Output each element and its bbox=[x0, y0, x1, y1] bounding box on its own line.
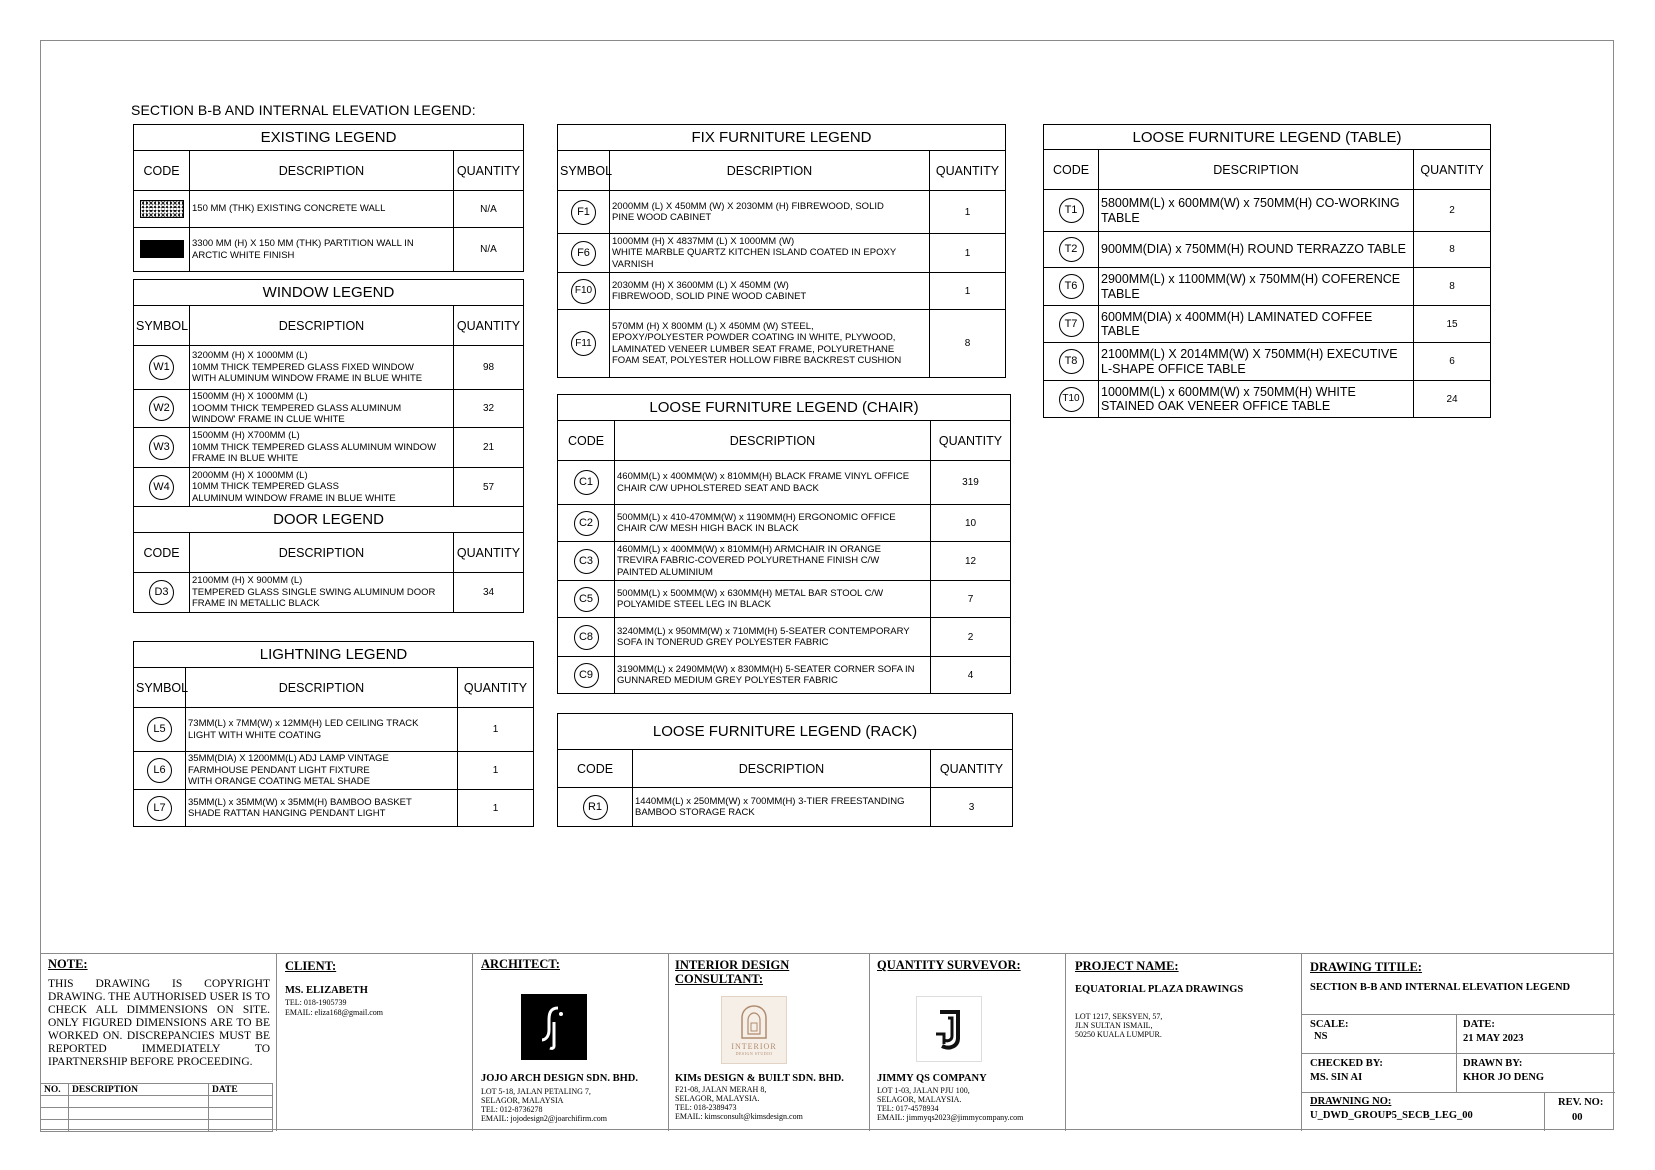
item-description: 460MM(L) x 400MM(W) x 810MM(H) BLACK FRAME VINYL OFFICE CHAIR C/W UPHOLSTERED SEAT AND BACK bbox=[615, 461, 931, 505]
legend-row bbox=[558, 657, 1011, 694]
project-section bbox=[1065, 954, 1301, 1131]
column-header: QUANTITY bbox=[1414, 150, 1491, 190]
project-address-2: JLN SULTAN ISMAIL, bbox=[1075, 1021, 1153, 1030]
symbol-badge: F11 bbox=[571, 331, 596, 356]
item-description: 73MM(L) x 7MM(W) x 12MM(H) LED CEILING TRACK LIGHT WITH WHITE COATING bbox=[186, 708, 458, 752]
legend-symbol-cell bbox=[134, 428, 190, 468]
legend-row bbox=[134, 228, 524, 272]
item-description: 3200MM (H) X 1000MM (L) 10MM THICK TEMPERED GLASS FIXED WINDOW WITH ALUMINUM WINDOW FRAME IN BLUE WHITE bbox=[190, 346, 454, 390]
item-quantity: 7 bbox=[931, 581, 1011, 618]
checked-by-value: MS. SIN AI bbox=[1310, 1072, 1363, 1083]
column-header: DESCRIPTION bbox=[190, 533, 454, 573]
legend-symbol-cell bbox=[558, 234, 610, 273]
item-quantity: 32 bbox=[454, 390, 524, 428]
item-quantity: 319 bbox=[931, 461, 1011, 505]
column-header: QUANTITY bbox=[458, 668, 534, 708]
item-quantity: 12 bbox=[931, 542, 1011, 581]
item-description: 3300 MM (H) X 150 MM (THK) PARTITION WALL IN ARCTIC WHITE FINISH bbox=[190, 228, 454, 272]
column-header: CODE bbox=[558, 750, 633, 788]
item-description: 2100MM (H) X 900MM (L) TEMPERED GLASS SINGLE SWING ALUMINUM DOOR FRAME IN METALLIC BLACK bbox=[190, 573, 454, 613]
interior-heading-1: INTERIOR DESIGN bbox=[675, 958, 790, 972]
legend-symbol-cell bbox=[1044, 190, 1099, 232]
drawing-title-heading: DRAWING TITILE: bbox=[1310, 960, 1422, 974]
symbol-badge: L6 bbox=[147, 758, 172, 783]
legend-row bbox=[558, 505, 1011, 542]
legend-row bbox=[134, 428, 524, 468]
legend-symbol-cell bbox=[134, 708, 186, 752]
qs-heading: QUANTITY SURVEVOR: bbox=[877, 958, 1021, 972]
quantity-surveyor-section bbox=[869, 954, 1065, 1131]
item-quantity: 24 bbox=[1414, 381, 1491, 418]
date-value: 21 MAY 2023 bbox=[1463, 1033, 1524, 1044]
item-description: 2000MM (L) X 450MM (W) X 2030MM (H) FIBREWOOD, SOLID PINE WOOD CABINET bbox=[610, 191, 930, 234]
item-quantity: 3 bbox=[931, 788, 1013, 827]
legend-row bbox=[134, 573, 524, 613]
legend-title: LOOSE FURNITURE LEGEND (CHAIR) bbox=[558, 395, 1011, 421]
jimmy-qs-logo-icon bbox=[916, 996, 982, 1062]
item-description: 2030MM (H) X 3600MM (L) X 450MM (W) FIBREWOOD, SOLID PINE WOOD CABINET bbox=[610, 273, 930, 310]
window-legend-table bbox=[133, 279, 524, 507]
column-header: SYMBOL bbox=[558, 151, 610, 191]
symbol-badge: F6 bbox=[571, 241, 596, 266]
legend-title: EXISTING LEGEND bbox=[134, 125, 524, 151]
column-header: CODE bbox=[1044, 150, 1099, 190]
symbol-badge: C9 bbox=[574, 663, 599, 688]
column-header: CODE bbox=[134, 151, 190, 191]
project-heading: PROJECT NAME: bbox=[1075, 959, 1179, 973]
legend-row bbox=[134, 468, 524, 507]
legend-title: LOOSE FURNITURE LEGEND (RACK) bbox=[558, 714, 1013, 750]
symbol-badge: C3 bbox=[574, 549, 599, 574]
legend-row bbox=[558, 310, 1006, 378]
item-description: 500MM(L) x 500MM(W) x 630MM(H) METAL BAR STOOL C/W POLYAMIDE STEEL LEG IN BLACK bbox=[615, 581, 931, 618]
legend-row bbox=[134, 708, 534, 752]
column-header: DESCRIPTION bbox=[190, 151, 454, 191]
legend-symbol-cell bbox=[558, 273, 610, 310]
item-quantity: 8 bbox=[1414, 232, 1491, 268]
symbol-badge: F10 bbox=[571, 279, 596, 304]
legend-symbol-cell bbox=[1044, 343, 1099, 381]
legend-symbol-cell bbox=[1044, 306, 1099, 343]
legend-symbol-cell bbox=[134, 573, 190, 613]
item-quantity: 6 bbox=[1414, 343, 1491, 381]
legend-symbol-cell bbox=[134, 790, 186, 827]
symbol-badge: F1 bbox=[571, 200, 596, 225]
item-quantity: N/A bbox=[454, 191, 524, 228]
chair-legend-table bbox=[557, 394, 1011, 694]
symbol-badge: T10 bbox=[1059, 387, 1084, 412]
legend-row bbox=[1044, 343, 1491, 381]
rack-legend-table bbox=[557, 713, 1013, 827]
legend-title: DOOR LEGEND bbox=[134, 507, 524, 533]
item-description: 3190MM(L) x 2490MM(W) x 830MM(H) 5-SEATER CORNER SOFA IN GUNNARED MEDIUM GREY POLYESTER FABRIC bbox=[615, 657, 931, 694]
legend-symbol-cell bbox=[1044, 268, 1099, 306]
date-label: DATE: bbox=[1463, 1019, 1495, 1030]
item-description: 3240MM(L) x 950MM(W) x 710MM(H) 5-SEATER CONTEMPORARY SOFA IN TONERUD GREY POLYESTER FABRIC bbox=[615, 618, 931, 657]
project-address-3: 50250 KUALA LUMPUR. bbox=[1075, 1030, 1162, 1039]
qs-email: EMAIL: jimmyqs2023@jimmycompany.com bbox=[877, 1113, 1024, 1122]
column-header: QUANTITY bbox=[930, 151, 1006, 191]
drawn-by-label: DRAWN BY: bbox=[1463, 1058, 1523, 1069]
item-quantity: 1 bbox=[458, 752, 534, 790]
lightning-legend-table bbox=[133, 641, 534, 827]
legend-symbol-cell bbox=[558, 581, 615, 618]
item-quantity: 2 bbox=[1414, 190, 1491, 232]
symbol-badge: T8 bbox=[1059, 349, 1084, 374]
column-header: DESCRIPTION bbox=[1099, 150, 1414, 190]
architect-email: EMAIL: jojodesign2@joarchifirm.com bbox=[481, 1114, 608, 1123]
legend-symbol-cell bbox=[134, 346, 190, 390]
item-quantity: 21 bbox=[454, 428, 524, 468]
client-section bbox=[276, 954, 472, 1131]
fix-furniture-legend-table bbox=[557, 124, 1006, 378]
legend-row bbox=[1044, 268, 1491, 306]
item-description: 35MM(DIA) X 1200MM(L) ADJ LAMP VINTAGE FARMHOUSE PENDANT LIGHT FIXTURE WITH ORANGE COATING METAL SHADE bbox=[186, 752, 458, 790]
checked-by-label: CHECKED BY: bbox=[1310, 1058, 1383, 1069]
note-heading: NOTE: bbox=[48, 957, 88, 971]
qs-address-2: SELAGOR, MALAYSIA. bbox=[877, 1095, 962, 1104]
rev-no-value: 00 bbox=[1572, 1112, 1583, 1123]
legend-symbol-cell bbox=[134, 468, 190, 507]
legend-symbol-cell bbox=[558, 505, 615, 542]
item-description: 35MM(L) x 35MM(W) x 35MM(H) BAMBOO BASKET SHADE RATTAN HANGING PENDANT LIGHT bbox=[186, 790, 458, 827]
legend-row bbox=[558, 581, 1011, 618]
symbol-badge: D3 bbox=[149, 580, 174, 605]
column-header: DESCRIPTION bbox=[610, 151, 930, 191]
item-quantity: 15 bbox=[1414, 306, 1491, 343]
symbol-badge: L7 bbox=[147, 796, 172, 821]
sheet-title: SECTION B-B AND INTERNAL ELEVATION LEGEND: bbox=[131, 102, 476, 118]
symbol-badge: C8 bbox=[574, 625, 599, 650]
client-tel: TEL: 018-1905739 bbox=[285, 998, 347, 1007]
item-description: 1500MM (H) X 1000MM (L) 1OOMM THICK TEMPERED GLASS ALUMINUM WINDOW' FRAME IN CLUE WHITE bbox=[190, 390, 454, 428]
symbol-badge: C1 bbox=[574, 470, 599, 495]
rev-header-date: DATE bbox=[209, 1084, 273, 1096]
drawing-title: SECTION B-B AND INTERNAL ELEVATION LEGEND bbox=[1310, 982, 1571, 993]
item-quantity: 10 bbox=[931, 505, 1011, 542]
symbol-badge: W2 bbox=[149, 396, 174, 421]
drawing-info-section bbox=[1301, 954, 1614, 1131]
item-quantity: 1 bbox=[930, 234, 1006, 273]
column-header: DESCRIPTION bbox=[615, 421, 931, 461]
interior-studio-logo-icon bbox=[721, 996, 787, 1064]
symbol-badge: T7 bbox=[1059, 312, 1084, 337]
architect-address-1: LOT 5-18, JALAN PETALING 7, bbox=[481, 1087, 591, 1096]
legend-symbol-cell bbox=[558, 618, 615, 657]
legend-symbol-cell bbox=[134, 191, 190, 228]
architect-tel: TEL: 012-8736278 bbox=[481, 1105, 543, 1114]
symbol-badge: T1 bbox=[1059, 198, 1084, 223]
solid-fill-swatch-icon bbox=[140, 240, 184, 258]
item-description: 460MM(L) x 400MM(W) x 810MM(H) ARMCHAIR IN ORANGE TREVIRA FABRIC-COVERED POLYURETHANE FINISH C/W PAINTED ALUMINIUM bbox=[615, 542, 931, 581]
legend-symbol-cell bbox=[558, 461, 615, 505]
project-address-1: LOT 1217, SEKSYEN, 57, bbox=[1075, 1012, 1163, 1021]
legend-symbol-cell bbox=[134, 752, 186, 790]
legend-row bbox=[558, 542, 1011, 581]
item-description: 1440MM(L) x 250MM(W) x 700MM(H) 3-TIER FREESTANDING BAMBOO STORAGE RACK bbox=[633, 788, 931, 827]
architect-heading: ARCHITECT: bbox=[481, 957, 560, 971]
column-header: CODE bbox=[134, 533, 190, 573]
legend-row bbox=[558, 461, 1011, 505]
symbol-badge: C5 bbox=[574, 587, 599, 612]
legend-symbol-cell bbox=[1044, 381, 1099, 418]
note-section bbox=[40, 954, 276, 1131]
item-description: 570MM (H) X 800MM (L) X 450MM (W) STEEL, EPOXY/POLYESTER POWDER COATING IN WHITE, PLYWOOD, LAMINATED VENEER LUMBER SEAT FRAME, POLYURETHANE FOAM SEAT, POLYESTER HOLLOW FIBRE BACKREST CUSHION bbox=[610, 310, 930, 378]
item-quantity: 4 bbox=[931, 657, 1011, 694]
interior-consultant-section bbox=[668, 954, 869, 1131]
existing-legend-table bbox=[133, 124, 524, 272]
item-quantity: 98 bbox=[454, 346, 524, 390]
item-quantity: 1 bbox=[458, 790, 534, 827]
jojo-arch-logo-icon bbox=[521, 994, 587, 1060]
symbol-badge: L5 bbox=[147, 717, 172, 742]
legend-title: FIX FURNITURE LEGEND bbox=[558, 125, 1006, 151]
symbol-badge: T2 bbox=[1059, 237, 1084, 262]
client-email: EMAIL: eliza168@gmail.com bbox=[285, 1008, 384, 1017]
item-description: 1000MM (H) X 4837MM (L) X 1000MM (W) WHITE MARBLE QUARTZ KITCHEN ISLAND COATED IN EPOXY VARNISH bbox=[610, 234, 930, 273]
qs-tel: TEL: 017-4578934 bbox=[877, 1104, 939, 1113]
column-header: QUANTITY bbox=[931, 421, 1011, 461]
legend-title: WINDOW LEGEND bbox=[134, 280, 524, 306]
interior-consultant-name: KIMs DESIGN & BUILT SDN. BHD. bbox=[675, 1073, 844, 1084]
legend-row bbox=[134, 790, 534, 827]
rev-no-label: REV. NO: bbox=[1558, 1097, 1604, 1108]
symbol-badge: R1 bbox=[583, 795, 608, 820]
concrete-hatch-swatch-icon bbox=[140, 200, 184, 218]
qs-address-1: LOT 1-03, JALAN PJU 100, bbox=[877, 1086, 970, 1095]
item-description: 2900MM(L) x 1100MM(W) x 750MM(H) COFERENCE TABLE bbox=[1099, 268, 1414, 306]
architect-section bbox=[472, 954, 668, 1131]
legend-symbol-cell bbox=[134, 228, 190, 272]
interior-heading-2: CONSULTANT: bbox=[675, 972, 763, 986]
column-header: QUANTITY bbox=[454, 306, 524, 346]
legend-symbol-cell bbox=[1044, 232, 1099, 268]
item-quantity: 2 bbox=[931, 618, 1011, 657]
legend-row bbox=[134, 346, 524, 390]
scale-value: NS bbox=[1314, 1031, 1328, 1042]
legend-symbol-cell bbox=[558, 542, 615, 581]
item-description: 2000MM (H) X 1000MM (L) 10MM THICK TEMPERED GLASS ALUMINUM WINDOW FRAME IN BLUE WHITE bbox=[190, 468, 454, 507]
symbol-badge: W4 bbox=[149, 475, 174, 500]
symbol-badge: W1 bbox=[149, 355, 174, 380]
rev-header-no: NO. bbox=[41, 1084, 69, 1096]
legend-row bbox=[1044, 190, 1491, 232]
legend-symbol-cell bbox=[558, 788, 633, 827]
client-heading: CLIENT: bbox=[285, 959, 337, 973]
column-header: DESCRIPTION bbox=[633, 750, 931, 788]
drawing-no-label: DRAWNING NO: bbox=[1310, 1096, 1392, 1107]
item-description: 1000MM(L) x 600MM(W) x 750MM(H) WHITE STAINED OAK VENEER OFFICE TABLE bbox=[1099, 381, 1414, 418]
interior-logo-subtext: DESIGN STUDIO bbox=[735, 1051, 773, 1056]
column-header: QUANTITY bbox=[931, 750, 1013, 788]
symbol-badge: W3 bbox=[149, 435, 174, 460]
client-name: MS. ELIZABETH bbox=[285, 985, 368, 996]
column-header: CODE bbox=[558, 421, 615, 461]
item-description: 5800MM(L) x 600MM(W) x 750MM(H) CO-WORKING TABLE bbox=[1099, 190, 1414, 232]
item-description: 150 MM (THK) EXISTING CONCRETE WALL bbox=[190, 191, 454, 228]
legend-row bbox=[558, 191, 1006, 234]
column-header: DESCRIPTION bbox=[190, 306, 454, 346]
legend-title: LIGHTNING LEGEND bbox=[134, 642, 534, 668]
item-description: 500MM(L) x 410-470MM(W) x 1190MM(H) ERGONOMIC OFFICE CHAIR C/W MESH HIGH BACK IN BLACK bbox=[615, 505, 931, 542]
item-description: 1500MM (H) X700MM (L) 10MM THICK TEMPERED GLASS ALUMINUM WINDOW FRAME IN BLUE WHITE bbox=[190, 428, 454, 468]
column-header: DESCRIPTION bbox=[186, 668, 458, 708]
interior-tel: TEL: 018-2389473 bbox=[675, 1103, 737, 1112]
column-header: QUANTITY bbox=[454, 151, 524, 191]
scale-label: SCALE: bbox=[1310, 1019, 1349, 1030]
door-legend-table bbox=[133, 506, 524, 613]
architect-address-2: SELAGOR, MALAYSIA bbox=[481, 1096, 564, 1105]
legend-title: LOOSE FURNITURE LEGEND (TABLE) bbox=[1044, 125, 1491, 150]
revision-table bbox=[40, 1083, 273, 1132]
legend-row bbox=[1044, 232, 1491, 268]
interior-address-1: F21-08, JALAN MERAH 8, bbox=[675, 1085, 767, 1094]
item-quantity: 1 bbox=[930, 191, 1006, 234]
legend-row bbox=[558, 234, 1006, 273]
item-description: 900MM(DIA) x 750MM(H) ROUND TERRAZZO TABLE bbox=[1099, 232, 1414, 268]
legend-row bbox=[1044, 381, 1491, 418]
symbol-badge: C2 bbox=[574, 511, 599, 536]
item-quantity: N/A bbox=[454, 228, 524, 272]
architect-name: JOJO ARCH DESIGN SDN. BHD. bbox=[481, 1073, 638, 1084]
legend-row bbox=[134, 752, 534, 790]
item-description: 600MM(DIA) x 400MM(H) LAMINATED COFFEE TABLE bbox=[1099, 306, 1414, 343]
legend-row bbox=[558, 788, 1013, 827]
item-quantity: 8 bbox=[1414, 268, 1491, 306]
item-quantity: 1 bbox=[458, 708, 534, 752]
item-quantity: 1 bbox=[930, 273, 1006, 310]
table-legend-table bbox=[1043, 124, 1491, 418]
column-header: SYMBOL bbox=[134, 306, 190, 346]
legend-symbol-cell bbox=[558, 657, 615, 694]
legend-symbol-cell bbox=[558, 191, 610, 234]
legend-row bbox=[134, 390, 524, 428]
item-quantity: 57 bbox=[454, 468, 524, 507]
legend-symbol-cell bbox=[134, 390, 190, 428]
legend-row bbox=[1044, 306, 1491, 343]
symbol-badge: T6 bbox=[1059, 274, 1084, 299]
legend-symbol-cell bbox=[558, 310, 610, 378]
item-quantity: 8 bbox=[930, 310, 1006, 378]
legend-row bbox=[558, 273, 1006, 310]
note-text: THIS DRAWING IS COPYRIGHT DRAWING. THE AUTHORISED USER IS TO CHECK ALL DIMMENSIONS ON SITE. ONLY FIGURED DIMENSIONS ARE TO BE WORKED ON. DISCREPANCIES MUST BE REPORTED IMMEDIATELY TO IPARTNERSHIP BEFORE PROCEEDING. bbox=[48, 978, 270, 1068]
interior-logo-text: INTERIOR bbox=[731, 1042, 777, 1051]
rev-header-description: DESCRIPTION bbox=[69, 1084, 209, 1096]
drawing-no-value: U_DWD_GROUP5_SECB_LEG_00 bbox=[1310, 1110, 1473, 1121]
project-name: EQUATORIAL PLAZA DRAWINGS bbox=[1075, 984, 1244, 995]
column-header: QUANTITY bbox=[454, 533, 524, 573]
qs-name: JIMMY QS COMPANY bbox=[877, 1073, 987, 1084]
column-header: SYMBOL bbox=[134, 668, 186, 708]
interior-address-2: SELAGOR, MALAYSIA. bbox=[675, 1094, 760, 1103]
item-quantity: 34 bbox=[454, 573, 524, 613]
item-description: 2100MM(L) X 2014MM(W) X 750MM(H) EXECUTIVE L-SHAPE OFFICE TABLE bbox=[1099, 343, 1414, 381]
title-block bbox=[40, 953, 1614, 1130]
legend-row bbox=[134, 191, 524, 228]
interior-email: EMAIL: kimsconsult@kimsdesign.com bbox=[675, 1112, 803, 1121]
legend-row bbox=[558, 618, 1011, 657]
drawn-by-value: KHOR JO DENG bbox=[1463, 1072, 1545, 1083]
